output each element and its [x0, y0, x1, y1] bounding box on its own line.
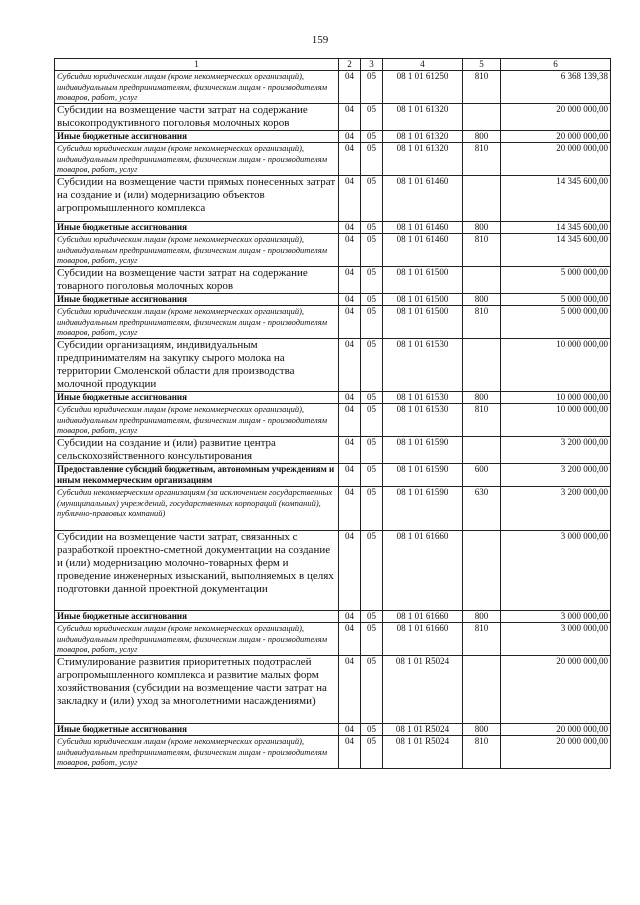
row-expense-type: 800	[463, 294, 501, 306]
row-subsection: 05	[361, 339, 383, 392]
row-subsection: 05	[361, 267, 383, 294]
row-name: Субсидии юридическим лицам (кроме некоммерческих организаций), индивидуальным предпринимателям, физическим лицам - производителям товаров, работ, услуг	[55, 71, 339, 104]
row-section: 04	[339, 611, 361, 623]
row-name: Иные бюджетные ассигнования	[55, 131, 339, 143]
table-row	[55, 611, 611, 623]
table-row	[55, 531, 611, 611]
row-expense-type	[463, 104, 501, 131]
row-target-code: 08 1 01 61320	[383, 131, 463, 143]
budget-table	[54, 58, 611, 769]
row-subsection: 05	[361, 611, 383, 623]
row-subsection: 05	[361, 143, 383, 176]
row-expense-type: 800	[463, 392, 501, 404]
row-target-code: 08 1 01 61500	[383, 306, 463, 339]
row-amount: 5 000 000,00	[501, 306, 611, 339]
row-amount: 10 000 000,00	[501, 339, 611, 392]
row-section: 04	[339, 392, 361, 404]
row-name: Субсидии юридическим лицам (кроме некоммерческих организаций), индивидуальным предпринимателям, физическим лицам - производителям товаров, работ, услуг	[55, 143, 339, 176]
row-amount: 5 000 000,00	[501, 267, 611, 294]
row-name: Иные бюджетные ассигнования	[55, 222, 339, 234]
row-target-code: 08 1 01 61530	[383, 404, 463, 437]
row-subsection: 05	[361, 176, 383, 222]
row-target-code: 08 1 01 R5024	[383, 656, 463, 724]
row-expense-type: 810	[463, 306, 501, 339]
table-row	[55, 623, 611, 656]
row-amount: 14 345 600,00	[501, 176, 611, 222]
row-subsection: 05	[361, 104, 383, 131]
table-row	[55, 724, 611, 736]
row-amount: 20 000 000,00	[501, 724, 611, 736]
header-section: 2	[339, 59, 361, 71]
row-section: 04	[339, 104, 361, 131]
row-name: Субсидии организациям, индивидуальным предпринимателям на закупку сырого молока на территории Смоленской области для производства молочной продукции	[55, 339, 339, 392]
table-row	[55, 71, 611, 104]
table-header-row	[55, 59, 611, 71]
table-row	[55, 267, 611, 294]
table-row	[55, 404, 611, 437]
row-target-code: 08 1 01 61500	[383, 294, 463, 306]
row-subsection: 05	[361, 656, 383, 724]
row-section: 04	[339, 464, 361, 487]
row-name: Иные бюджетные ассигнования	[55, 611, 339, 623]
row-section: 04	[339, 724, 361, 736]
row-target-code: 08 1 01 61460	[383, 222, 463, 234]
table-row	[55, 656, 611, 724]
row-amount: 3 200 000,00	[501, 487, 611, 531]
page-number: 159	[311, 34, 329, 46]
table-row	[55, 736, 611, 769]
row-name: Субсидии юридическим лицам (кроме некоммерческих организаций), индивидуальным предпринимателям, физическим лицам - производителям товаров, работ, услуг	[55, 623, 339, 656]
row-expense-type: 810	[463, 143, 501, 176]
table-row	[55, 104, 611, 131]
table-row	[55, 131, 611, 143]
table-row	[55, 464, 611, 487]
row-target-code: 08 1 01 61500	[383, 267, 463, 294]
row-name: Иные бюджетные ассигнования	[55, 392, 339, 404]
row-subsection: 05	[361, 724, 383, 736]
table-row	[55, 294, 611, 306]
row-expense-type: 810	[463, 234, 501, 267]
table-row	[55, 143, 611, 176]
row-section: 04	[339, 531, 361, 611]
row-name: Субсидии на возмещение части затрат на содержание высокопродуктивного поголовья молочных коров	[55, 104, 339, 131]
row-section: 04	[339, 306, 361, 339]
row-subsection: 05	[361, 437, 383, 464]
row-subsection: 05	[361, 392, 383, 404]
row-amount: 20 000 000,00	[501, 131, 611, 143]
row-expense-type: 800	[463, 222, 501, 234]
row-section: 04	[339, 131, 361, 143]
row-expense-type: 810	[463, 736, 501, 769]
row-subsection: 05	[361, 736, 383, 769]
row-target-code: 08 1 01 61590	[383, 437, 463, 464]
header-subsection: 3	[361, 59, 383, 71]
row-target-code: 08 1 01 61320	[383, 104, 463, 131]
row-name: Субсидии на возмещение части прямых понесенных затрат на создание и (или) модернизацию объектов агропромышленного комплекса	[55, 176, 339, 222]
row-amount: 3 000 000,00	[501, 623, 611, 656]
row-name: Субсидии на возмещение части затрат, связанных с разработкой проектно-сметной документации на создание и (или) модернизацию молочно-товарных ферм и проведение инженерных изысканий, выполняемых в целях подготовки данной проектной документации	[55, 531, 339, 611]
row-name: Иные бюджетные ассигнования	[55, 724, 339, 736]
row-target-code: 08 1 01 61660	[383, 623, 463, 656]
row-expense-type: 800	[463, 131, 501, 143]
row-name: Стимулирование развития приоритетных подотраслей агропромышленного комплекса и развитие малых форм хозяйствования (субсидии на возмещение части затрат на закладку и (или) уход за многолетними насаждениями)	[55, 656, 339, 724]
row-amount: 10 000 000,00	[501, 392, 611, 404]
row-amount: 20 000 000,00	[501, 656, 611, 724]
row-expense-type	[463, 339, 501, 392]
row-expense-type: 630	[463, 487, 501, 531]
row-name: Субсидии некоммерческим организациям (за исключением государственных (муниципальных) учреждений, государственных корпораций (компаний), публично-правовых компаний)	[55, 487, 339, 531]
row-amount: 20 000 000,00	[501, 143, 611, 176]
table-row	[55, 306, 611, 339]
row-target-code: 08 1 01 61530	[383, 392, 463, 404]
row-expense-type: 800	[463, 611, 501, 623]
row-expense-type	[463, 531, 501, 611]
table-row	[55, 176, 611, 222]
table-row	[55, 339, 611, 392]
row-expense-type: 800	[463, 724, 501, 736]
row-expense-type	[463, 656, 501, 724]
row-subsection: 05	[361, 531, 383, 611]
row-section: 04	[339, 234, 361, 267]
row-subsection: 05	[361, 487, 383, 531]
table-row	[55, 392, 611, 404]
row-name: Субсидии юридическим лицам (кроме некоммерческих организаций), индивидуальным предпринимателям, физическим лицам - производителям товаров, работ, услуг	[55, 234, 339, 267]
table-row	[55, 234, 611, 267]
row-expense-type: 600	[463, 464, 501, 487]
row-name: Субсидии юридическим лицам (кроме некоммерческих организаций), индивидуальным предпринимателям, физическим лицам - производителям товаров, работ, услуг	[55, 306, 339, 339]
row-section: 04	[339, 143, 361, 176]
row-amount: 10 000 000,00	[501, 404, 611, 437]
row-amount: 14 345 600,00	[501, 222, 611, 234]
row-expense-type: 810	[463, 404, 501, 437]
row-subsection: 05	[361, 294, 383, 306]
row-section: 04	[339, 222, 361, 234]
row-amount: 3 000 000,00	[501, 611, 611, 623]
row-amount: 3 000 000,00	[501, 531, 611, 611]
row-target-code: 08 1 01 R5024	[383, 724, 463, 736]
header-amount: 6	[501, 59, 611, 71]
row-expense-type: 810	[463, 623, 501, 656]
row-amount: 6 368 139,38	[501, 71, 611, 104]
header-name: 1	[55, 59, 339, 71]
row-section: 04	[339, 267, 361, 294]
table-row	[55, 222, 611, 234]
row-amount: 5 000 000,00	[501, 294, 611, 306]
row-section: 04	[339, 437, 361, 464]
row-target-code: 08 1 01 61660	[383, 531, 463, 611]
row-name: Субсидии юридическим лицам (кроме некоммерческих организаций), индивидуальным предпринимателям, физическим лицам - производителям товаров, работ, услуг	[55, 736, 339, 769]
table-row	[55, 487, 611, 531]
table-row	[55, 437, 611, 464]
row-name: Субсидии юридическим лицам (кроме некоммерческих организаций), индивидуальным предпринимателям, физическим лицам - производителям товаров, работ, услуг	[55, 404, 339, 437]
row-target-code: 08 1 01 61590	[383, 487, 463, 531]
row-name: Субсидии на создание и (или) развитие центра сельскохозяйственного консультирования	[55, 437, 339, 464]
row-section: 04	[339, 404, 361, 437]
row-expense-type	[463, 437, 501, 464]
row-section: 04	[339, 176, 361, 222]
row-target-code: 08 1 01 R5024	[383, 736, 463, 769]
row-subsection: 05	[361, 222, 383, 234]
row-amount: 14 345 600,00	[501, 234, 611, 267]
row-amount: 20 000 000,00	[501, 736, 611, 769]
row-section: 04	[339, 736, 361, 769]
row-target-code: 08 1 01 61320	[383, 143, 463, 176]
row-expense-type: 810	[463, 71, 501, 104]
row-amount: 20 000 000,00	[501, 104, 611, 131]
row-amount: 3 200 000,00	[501, 437, 611, 464]
row-target-code: 08 1 01 61460	[383, 234, 463, 267]
row-subsection: 05	[361, 131, 383, 143]
row-target-code: 08 1 01 61460	[383, 176, 463, 222]
row-section: 04	[339, 294, 361, 306]
row-target-code: 08 1 01 61530	[383, 339, 463, 392]
row-section: 04	[339, 623, 361, 656]
row-target-code: 08 1 01 61660	[383, 611, 463, 623]
row-expense-type	[463, 176, 501, 222]
row-subsection: 05	[361, 464, 383, 487]
header-expense-type: 5	[463, 59, 501, 71]
row-subsection: 05	[361, 623, 383, 656]
row-name: Иные бюджетные ассигнования	[55, 294, 339, 306]
row-subsection: 05	[361, 71, 383, 104]
row-subsection: 05	[361, 306, 383, 339]
row-section: 04	[339, 339, 361, 392]
row-subsection: 05	[361, 234, 383, 267]
row-section: 04	[339, 487, 361, 531]
row-name: Предоставление субсидий бюджетным, автономным учреждениям и иным некоммерческим организациям	[55, 464, 339, 487]
row-section: 04	[339, 656, 361, 724]
row-target-code: 08 1 01 61590	[383, 464, 463, 487]
header-target-code: 4	[383, 59, 463, 71]
row-target-code: 08 1 01 61250	[383, 71, 463, 104]
row-subsection: 05	[361, 404, 383, 437]
row-amount: 3 200 000,00	[501, 464, 611, 487]
row-name: Субсидии на возмещение части затрат на содержание товарного поголовья молочных коров	[55, 267, 339, 294]
row-section: 04	[339, 71, 361, 104]
row-expense-type	[463, 267, 501, 294]
